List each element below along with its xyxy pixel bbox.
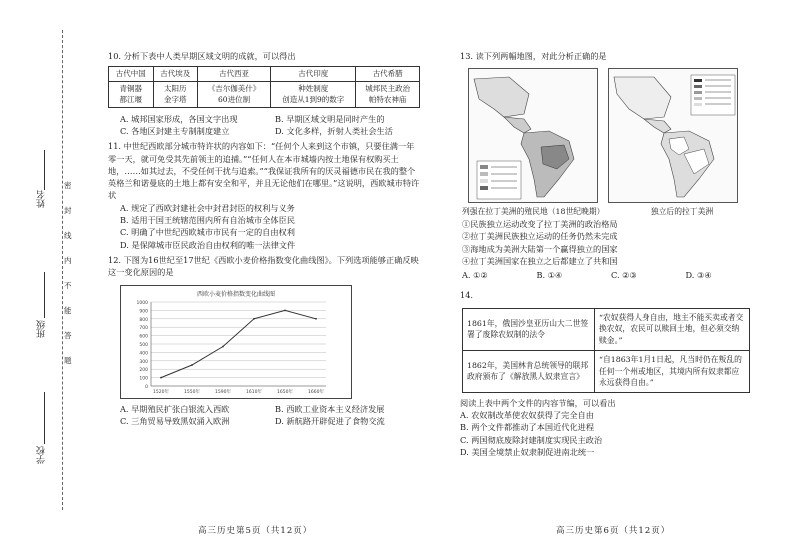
table-cell: 1861年，俄国沙皇亚历山大二世签署了废除农奴制的法令	[463, 308, 595, 350]
seal-char: 内	[64, 256, 72, 265]
data-point	[191, 364, 193, 366]
option-b[interactable]: B. 适用于国王统辖范围内所有自治城市全体臣民	[120, 215, 295, 226]
seal-char: 密	[64, 181, 72, 190]
independent-map-svg	[609, 69, 738, 203]
table-cell: 种姓制度 创造从1到9的数字	[271, 82, 356, 107]
table-cell: 青铜器 都江堰	[109, 82, 154, 107]
table-header: 古代印度	[271, 67, 356, 82]
chart-svg	[121, 286, 351, 398]
map2-caption: 独立后的拉丁美洲	[650, 207, 714, 217]
data-point	[315, 317, 317, 319]
seal-char: 线	[64, 231, 72, 240]
y-tick-label: 900	[139, 308, 148, 314]
seal-char: 不	[64, 281, 72, 290]
maps-row	[468, 68, 760, 203]
q12-stem: 12. 下图为16世纪至17世纪《西欧小麦价格指数变化曲线图》。下列选项能够正确反映这一变化原因的是	[108, 254, 419, 278]
colonial-map-svg	[469, 69, 598, 203]
q10-options	[120, 113, 420, 138]
table-header: 古代埃及	[153, 67, 198, 82]
option-d[interactable]: D. 文化多样，折射人类社会生活	[275, 125, 393, 136]
q14-stem: 阅读上表中两个文件的内容节编，可以看出	[460, 397, 616, 408]
class-blank	[44, 272, 45, 318]
y-tick-label: 300	[139, 359, 148, 365]
school-blank	[44, 392, 45, 444]
data-point	[253, 317, 255, 319]
x-tick-label: 1520年	[153, 389, 169, 395]
y-tick-label: 600	[139, 334, 148, 340]
q12-options	[120, 403, 420, 428]
wheat-price-chart	[120, 285, 352, 399]
option-d[interactable]: D. 新航路开辟促进了食物交流	[275, 415, 385, 426]
option-d[interactable]: D. 美国全境禁止奴隶制促进南北统一	[460, 447, 595, 458]
seal-char: 题	[64, 356, 72, 365]
q13-stem: 13. 读下列两幅地图，对此分析正确的是	[460, 51, 607, 61]
map1-caption: 列强在拉丁美洲的殖民地（18世纪晚期）	[462, 207, 605, 217]
option-a[interactable]: A. 城邦国家形成，各国文字出现	[120, 113, 238, 124]
option-b[interactable]: B. 两个文件都推动了本国近代化进程	[460, 422, 595, 433]
q14-number: 14.	[460, 290, 474, 301]
x-tick-label: 1660年	[308, 389, 324, 395]
option-b[interactable]: B. 早期区域文明是同时产生的	[275, 113, 385, 124]
statement: ②拉丁美洲民族独立运动的任务仍然未完成	[462, 231, 618, 242]
y-tick-label: 400	[139, 350, 148, 356]
map-captions	[462, 206, 760, 218]
q11-stem: 11. 中世纪西欧部分城市特许状的内容如下：“任何个人来到这个市镇，只要住满一年零一天，就可免受其先前领主的追捕。”“任何人在本市城墙内按土地保有权购买土地，……如其过去，不受任何干扰与追索。”“我保证我所有的厌灵福德市民在我的整个英格兰和诺曼底的土地上都有安全和平，并且无论他们在哪里。”这说明，西欧城市特许状	[108, 141, 420, 201]
q14-table	[462, 308, 750, 393]
x-tick-label: 1550年	[184, 389, 200, 395]
left-column	[108, 50, 420, 430]
question-12	[108, 254, 420, 427]
option-c[interactable]: C. 各地区封建主专制制度建立	[120, 125, 230, 136]
name-label: 姓名	[37, 190, 47, 208]
statement: ④拉丁美洲国家在独立之后都建立了共和国	[462, 255, 618, 266]
table-header: 古代希腊	[356, 67, 420, 82]
table-cell: 城邦民主政治 帕特农神庙	[356, 82, 420, 107]
table-cell: 1862年，美国林肯总统领导的联邦政府颁布了《解放黑人奴隶宣言》	[463, 350, 595, 392]
option-a[interactable]: A. 早期殖民扩张白银流入西欧	[120, 403, 230, 414]
seal-char: 答	[64, 331, 72, 340]
option-c[interactable]: C. 两国彻底废除封建制度实现民主政治	[460, 434, 603, 445]
option-b[interactable]: B. ①④	[536, 270, 563, 281]
civilization-table	[108, 66, 420, 107]
data-point	[284, 309, 286, 311]
option-a[interactable]: A. 规定了西欧封建社会中封君封臣的权利与义务	[120, 202, 295, 213]
chart-title: 西欧小麦价格指数变化曲线图	[196, 290, 276, 298]
independent-map	[608, 68, 738, 203]
table-header: 古代西亚	[198, 67, 271, 82]
question-14	[460, 289, 760, 458]
y-tick-label: 0	[145, 384, 148, 390]
y-tick-label: 200	[139, 367, 148, 373]
option-d[interactable]: D. 是保障城市臣民政治自由权利的唯一法律文件	[120, 239, 296, 250]
seal-line	[62, 30, 63, 510]
option-c[interactable]: C. 三角贸易导致黑奴涌入欧洲	[120, 415, 230, 426]
q10-stem: 10. 分析下表中人类早期区域文明的成就，可以得出	[108, 51, 296, 61]
option-d[interactable]: D. ③④	[685, 270, 712, 281]
option-a[interactable]: A. 农奴制改革使农奴获得了完全自由	[460, 410, 594, 421]
seal-char: 封	[64, 206, 72, 215]
y-tick-label: 800	[139, 317, 148, 323]
data-point	[160, 376, 162, 378]
x-tick-label: 1650年	[277, 389, 293, 395]
class-label: 班级	[37, 320, 47, 338]
right-column	[460, 50, 760, 461]
q11-options	[120, 202, 420, 251]
option-c[interactable]: C. ②③	[611, 270, 637, 281]
question-13	[460, 50, 760, 281]
option-a[interactable]: A. ①②	[462, 270, 488, 281]
x-tick-label: 1610年	[246, 389, 262, 395]
footer-left: 高三历史第5页（共12页）	[198, 526, 313, 536]
y-tick-label: 700	[139, 325, 148, 331]
table-cell: 《吉尔伽美什》 60进位制	[198, 82, 271, 107]
option-b[interactable]: B. 西欧工业资本主义经济发展	[275, 403, 385, 414]
school-label: 学校	[37, 446, 47, 464]
x-tick-label: 1590年	[215, 389, 231, 395]
colonial-map	[468, 68, 598, 203]
binding-margin	[0, 0, 92, 549]
table-cell: “自1863年1月1日起，凡当时仍在叛乱的任何一个州或地区，其境内所有奴隶都应永远获得自由。”	[595, 350, 750, 392]
table-cell: 太阳历 金字塔	[153, 82, 198, 107]
table-header: 古代中国	[109, 67, 154, 82]
name-blank	[44, 150, 45, 190]
y-tick-label: 1000	[136, 300, 148, 306]
statement: ①民族独立运动改变了拉丁美洲的政治格局	[462, 218, 618, 229]
y-tick-label: 500	[139, 342, 148, 348]
question-11	[108, 140, 420, 251]
data-point	[222, 345, 224, 347]
seal-char: 能	[64, 306, 72, 315]
option-c[interactable]: C. 明确了中世纪西欧城市市民有一定的自由权利	[120, 227, 295, 238]
table-cell: “农奴获得人身自由，地主不能买卖或者交换农奴，农民可以赎回土地，但必须交纳赎金。”	[595, 308, 750, 350]
statement: ③海地成为美洲大陆第一个赢得独立的国家	[462, 243, 618, 254]
question-10	[108, 50, 420, 137]
y-tick-label: 100	[139, 376, 148, 382]
q13-options	[462, 269, 760, 281]
footer-right: 高三历史第6页（共12页）	[556, 526, 671, 536]
